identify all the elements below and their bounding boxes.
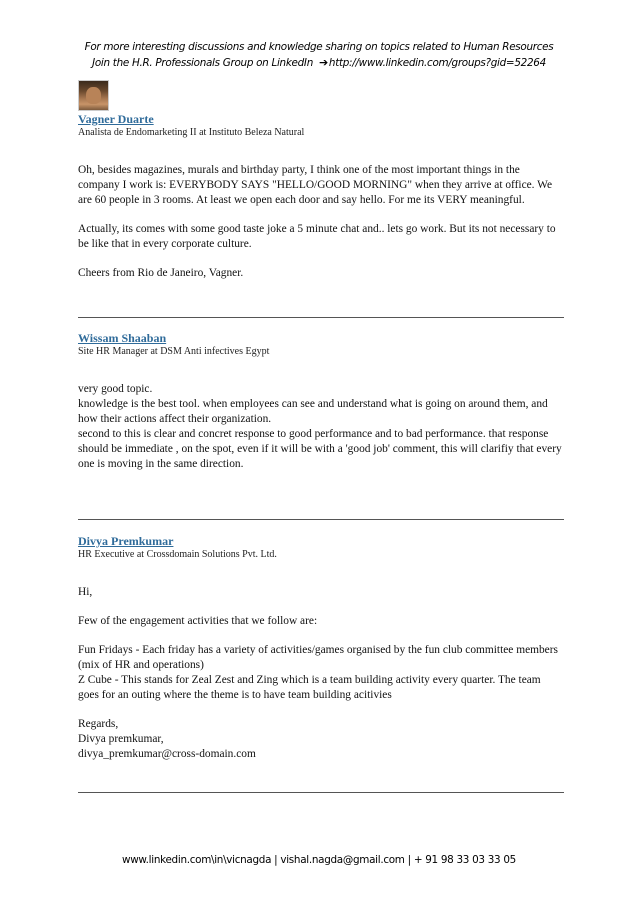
divider: [78, 519, 564, 520]
comment-post: [78, 331, 564, 472]
header-tagline: For more interesting discussions and knowledge sharing on topics related to Human Resources: [84, 41, 554, 53]
divider: [78, 317, 564, 318]
comment-post: [78, 112, 564, 281]
comment-body: [78, 382, 564, 472]
comment-body: [78, 163, 564, 281]
comment-body: [78, 585, 564, 762]
header-join-text: Join the H.R. Professionals Group on LinkedIn: [92, 57, 313, 69]
comment-paragraph: very good topic. knowledge is the best tool. when employees can see and understand what is going on around them, and how their actions affect their organization. second to this is clear and concret response to good performance and to bad performance. that response should be immediate , on the spot, even if it will be with a 'good job' comment, this will clarifiy that every one is moving in the same direction.: [78, 383, 562, 470]
linkedin-group-link[interactable]: http://www.linkedin.com/groups?gid=52264: [328, 57, 546, 69]
comment-paragraph: Actually, its comes with some good taste joke a 5 minute chat and.. lets go work. But its not necessary to be like that in every corporate culture.: [78, 223, 556, 250]
author-title: Site HR Manager at DSM Anti infectives Egypt: [78, 346, 270, 357]
header-join-line: [0, 55, 638, 71]
page-footer: www.linkedin.com\in\vicnagda | vishal.nagda@gmail.com | + 91 98 33 03 33 05: [122, 854, 516, 866]
page-header: [0, 40, 638, 71]
comment-paragraph: Oh, besides magazines, murals and birthday party, I think one of the most important things in the company I work is: EVERYBODY SAYS "HELLO/GOOD MORNING" when they arrive at office. We are 60 people in 3 rooms. At least we open each door and say hello. For me its VERY meaningful.: [78, 164, 553, 206]
arrow-right-icon: ➔: [319, 56, 328, 69]
comment-post: [78, 534, 564, 762]
avatar-face: [86, 87, 101, 104]
author-title: HR Executive at Crossdomain Solutions Pvt. Ltd.: [78, 549, 277, 560]
comment-paragraph: Few of the engagement activities that we follow are:: [78, 615, 318, 627]
divider: [78, 792, 564, 793]
author-title: Analista de Endomarketing II at Instituto Beleza Natural: [78, 127, 305, 138]
comment-paragraph: Regards, Divya premkumar, divya_premkumar@cross-domain.com: [78, 718, 256, 760]
author-name[interactable]: Divya Premkumar: [78, 534, 174, 548]
comment-paragraph: Cheers from Rio de Janeiro, Vagner.: [78, 267, 244, 279]
author-name[interactable]: Wissam Shaaban: [78, 331, 167, 345]
avatar[interactable]: [78, 80, 109, 111]
comment-paragraph: Hi,: [78, 586, 93, 598]
author-name[interactable]: Vagner Duarte: [78, 112, 154, 126]
comment-paragraph: Fun Fridays - Each friday has a variety of activities/games organised by the fun club committee members (mix of HR and operations) Z Cube - This stands for Zeal Zest and Zing which is a team building activity every quarter. The team goes for an outing where the theme is to have team building acitivies: [78, 644, 558, 701]
